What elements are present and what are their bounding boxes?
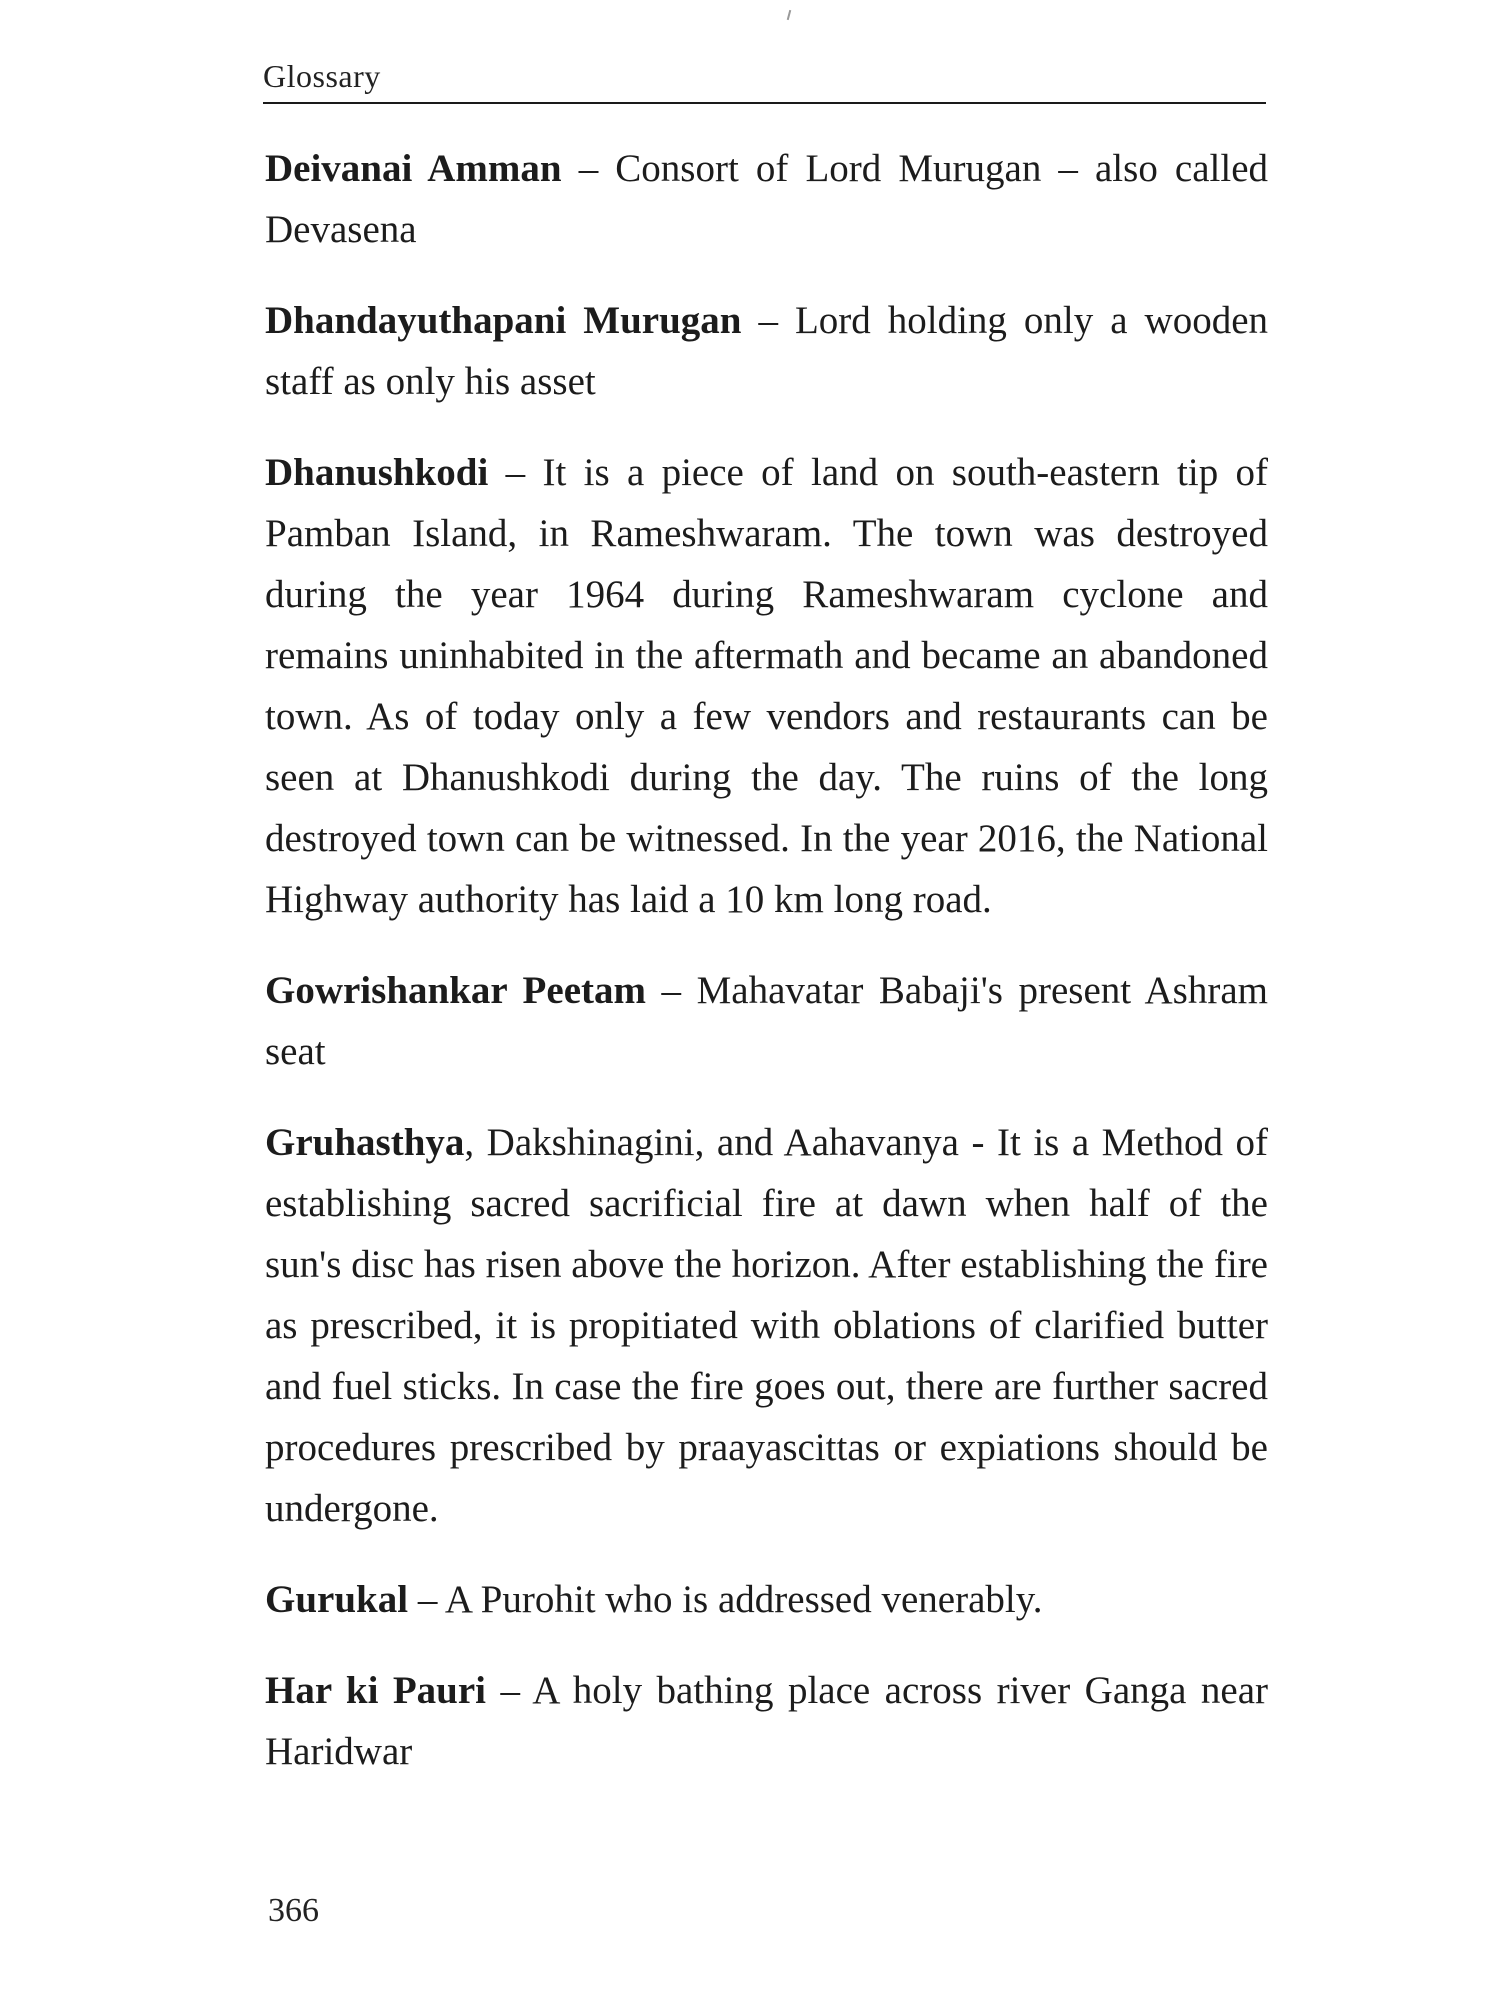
page-number: 366 [268, 1892, 319, 1929]
entry-separator: – [488, 451, 543, 494]
entry-term: Dhanushkodi [265, 451, 489, 494]
entry-term: Har ki Pauri [265, 1669, 487, 1712]
glossary-entry [265, 1660, 1268, 1782]
entry-separator: , [464, 1121, 487, 1164]
glossary-entries [265, 138, 1268, 1812]
glossary-entry [265, 1569, 1268, 1630]
entry-definition: Dakshinagini, and Aahavanya - It is a Method of establishing sacred sacrificial fire at dawn when half of the sun's disc has risen above the horizon. After establishing the fire as prescribed, it is propitiated with oblations of clarified butter and fuel sticks. In case the fire goes out, there are further sacred procedures prescribed by praayascittas or expiations should be undergone. [265, 1121, 1268, 1530]
entry-separator: – [741, 299, 795, 342]
scan-speck [787, 10, 792, 20]
glossary-entry [265, 960, 1268, 1082]
entry-definition: Lord holding only a wooden staff as only his asset [265, 299, 1268, 403]
entry-definition: A Purohit who is addressed venerably. [444, 1578, 1043, 1621]
entry-separator: – [645, 969, 697, 1012]
entry-definition: Mahavatar Babaji's present Ashram seat [265, 969, 1268, 1073]
entry-term: Deivanai Amman [265, 147, 562, 190]
entry-term: Gurukal [265, 1578, 409, 1621]
entry-separator: – [561, 147, 616, 190]
glossary-entry [265, 290, 1268, 412]
header-rule [263, 102, 1266, 104]
entry-definition: Consort of Lord Murugan – also called Devasena [265, 147, 1269, 251]
running-head-title: Glossary [263, 58, 381, 94]
entry-separator: – [486, 1669, 533, 1712]
entry-term: Dhandayuthapani Murugan [265, 299, 742, 342]
entry-definition: It is a piece of land on south-eastern tip of Pamban Island, in Rameshwaram. The town was destroyed during the year 1964 during Rameshwaram cyclone and remains uninhabited in the aftermath and became an abandoned town. As of today only a few vendors and restaurants can be seen at Dhanushkodi during the day. The ruins of the long destroyed town can be witnessed. In the year 2016, the National Highway authority has laid a 10 km long road. [265, 451, 1269, 921]
entry-term: Gowrishankar Peetam [265, 969, 646, 1012]
glossary-entry [265, 138, 1268, 260]
entry-term: Gruhasthya [265, 1121, 465, 1164]
entry-separator: – [408, 1578, 445, 1621]
glossary-entry [265, 1112, 1268, 1539]
entry-definition: A holy bathing place across river Ganga near Haridwar [265, 1669, 1268, 1773]
glossary-entry [265, 442, 1268, 930]
